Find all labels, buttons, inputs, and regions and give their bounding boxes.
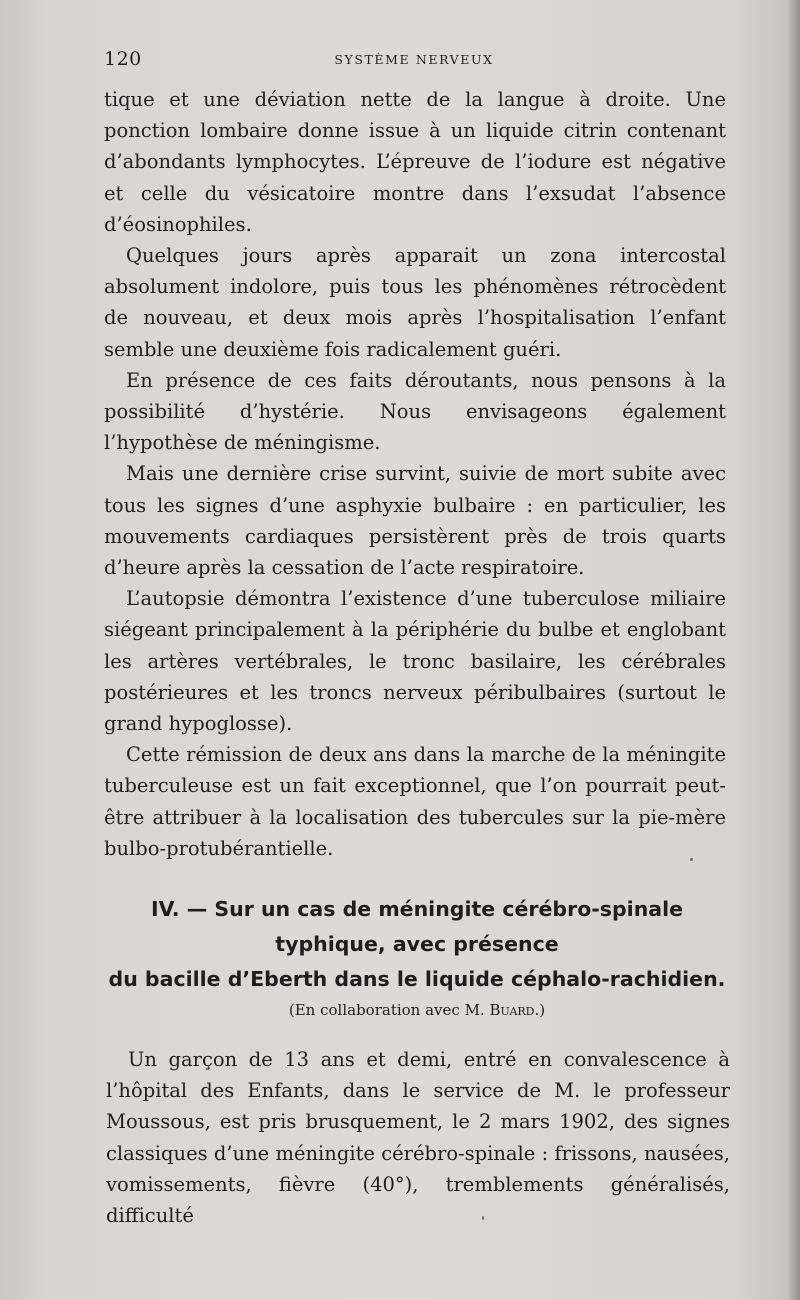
paragraph: Quelques jours après apparait un zona intercostal absolument indolore, puis tous les phénomènes rétrocèdent de nouveau, et deux mois après l’hospitalisation l’enfant semble une deuxième fois radicalement guéri.: [104, 244, 726, 361]
paragraph: En présence de ces faits déroutants, nous pensons à la possibilité d’hystérie. Nous envisageons également l’hypothèse de méningisme.: [104, 368, 726, 455]
body-text: [104, 84, 726, 864]
collab-suffix: .): [534, 1001, 546, 1019]
section-title-line: IV. — Sur un cas de méningite cérébro-spinale: [150, 897, 684, 921]
print-speck: [482, 1216, 484, 1220]
section-title-line: du bacille d’Eberth dans le liquide céphalo-rachidien.: [108, 967, 726, 991]
section-body-text: [106, 1044, 730, 1231]
page-header: [104, 44, 724, 74]
page-number: 120: [104, 48, 142, 70]
paragraph: Cette rémission de deux ans dans la marche de la méningite tuberculeuse est un fait exceptionnel, que l’on pourrait peut-être attribuer à la localisation des tubercules sur la pie-mère bulbo-protubérantielle.: [104, 743, 726, 860]
section-heading: [104, 892, 730, 1021]
collab-name: Buard: [489, 1001, 535, 1019]
paragraph: tique et une déviation nette de la langue à droite. Une ponction lombaire donne issue à un liquide citrin contenant d’abondants lymphocytes. L’épreuve de l’iodure est négative et celle du vésicatoire montre dans l’exsudat l’absence d’éosinophiles.: [104, 88, 726, 236]
collaboration-note: [104, 999, 730, 1021]
print-speck: [690, 858, 693, 861]
paragraph: Un garçon de 13 ans et demi, entré en convalescence à l’hôpital des Enfants, dans le service de M. le professeur Moussous, est pris brusquement, le 2 mars 1902, des signes classiques d’une méningite cérébro-spinale : frissons, nausées, vomissements, fièvre (40°), tremblements généralisés, difficulté: [106, 1048, 730, 1228]
paragraph: L’autopsie démontra l’existence d’une tuberculose miliaire siégeant principalement à la périphérie du bulbe et englobant les artères vertébrales, le tronc basilaire, les cérébrales postérieures et les troncs nerveux péribulbaires (surtout le grand hypoglosse).: [104, 587, 726, 736]
running-title: SYSTÈME NERVEUX: [334, 52, 494, 67]
collab-prefix: (En collaboration avec M.: [288, 1001, 485, 1019]
page-edge-shadow: [786, 0, 800, 1300]
paragraph: Mais une dernière crise survint, suivie de mort subite avec tous les signes d’une asphyxie bulbaire : en particulier, les mouvements cardiaques persistèrent près de trois quarts d’heure après la cessation de l’acte respiratoire.: [104, 462, 726, 580]
section-title-line: typhique, avec présence: [275, 932, 559, 956]
